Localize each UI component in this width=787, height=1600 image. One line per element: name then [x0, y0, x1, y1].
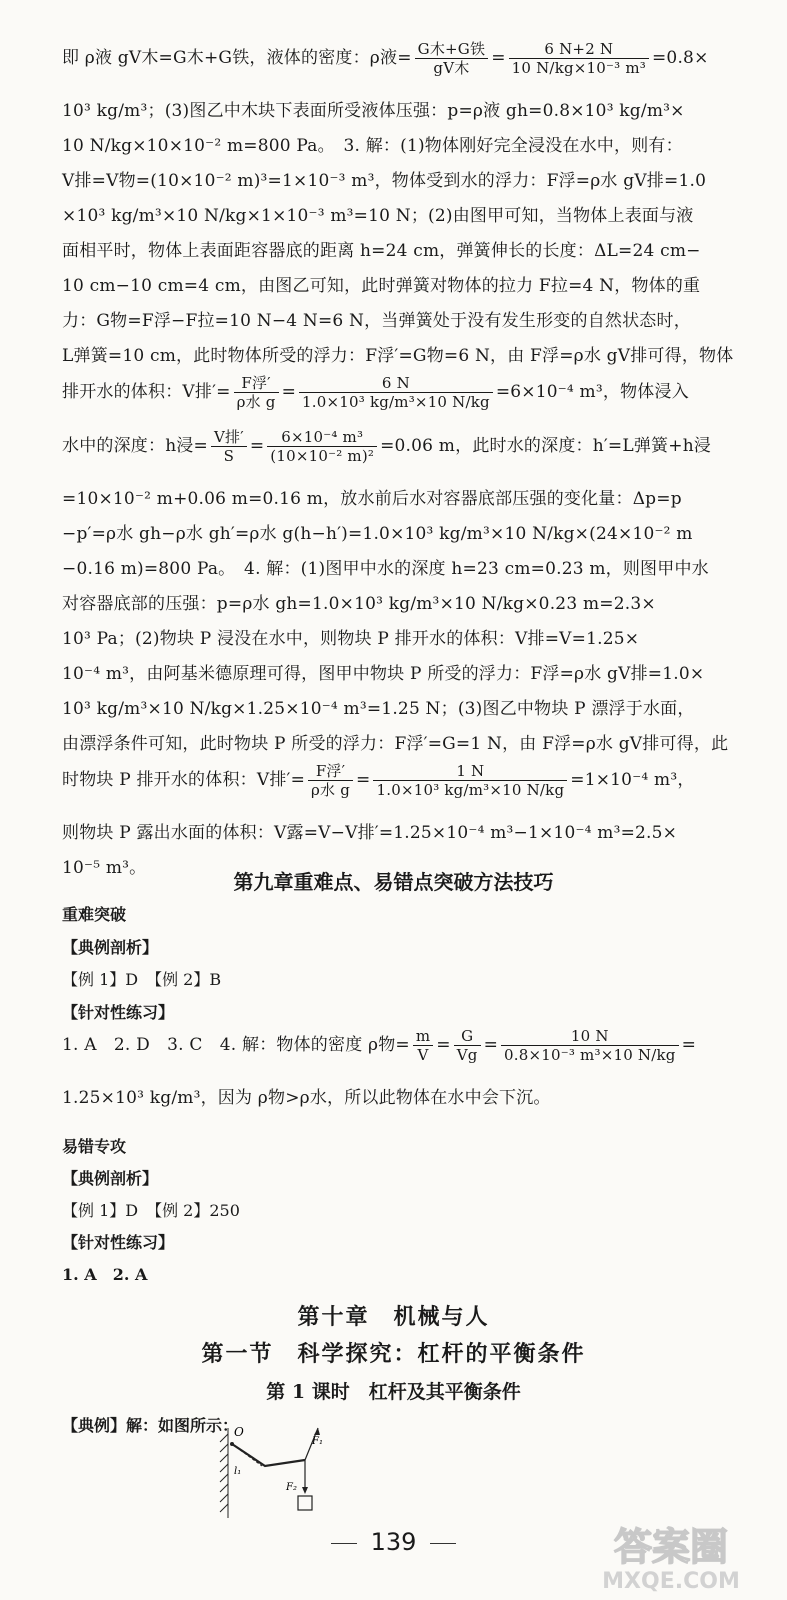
fraction-denominator: gV木 — [433, 59, 470, 77]
text-run: 即 ρ液 gV木=G木+G铁，液体的密度：ρ液= — [62, 48, 412, 68]
text-run: =6×10⁻⁴ m³，物体浸入 — [495, 382, 689, 402]
label-l1: l₁ — [234, 1466, 242, 1477]
wall-hatching — [220, 1428, 228, 1518]
text-run: = — [249, 436, 265, 456]
subsection-label: 【典例剖析】 — [62, 938, 159, 957]
fraction-numerator: V排′ — [211, 428, 247, 447]
fraction-denominator: Vg — [456, 1046, 478, 1064]
lever-figure — [210, 1422, 330, 1518]
fraction-numerator: F浮′ — [234, 374, 279, 393]
solution-line: −p′=ρ水 gh−ρ水 gh′=ρ水 g(h−h′)=1.0×10³ kg/m³×10 N/kg×(24×10⁻² m — [62, 524, 693, 544]
page-number-dash — [331, 1543, 357, 1544]
practice-line-1 — [62, 1027, 742, 1081]
fraction-numerator: 6×10⁻⁴ m³ — [267, 428, 377, 447]
section-label: 易错专攻 — [62, 1137, 127, 1156]
text-run: = — [681, 1035, 697, 1055]
fraction — [501, 1027, 679, 1064]
text-run: = — [491, 48, 506, 68]
fraction-denominator: V — [417, 1046, 429, 1064]
text-run: 时物块 P 排开水的体积：V排′= — [62, 770, 306, 790]
text-run: =1×10⁻⁴ m³， — [570, 770, 695, 790]
solution-line: L弹簧=10 cm，此时物体所受的浮力：F浮′=G物=6 N，由 F浮=ρ水 gV排可得，物体 — [62, 346, 734, 366]
fraction-numerator: G — [454, 1027, 481, 1046]
solution-line: −0.16 m)=800 Pa。 4. 解：(1)图甲中水的深度 h=23 cm=0.23 m，则图甲中水 — [62, 559, 709, 579]
fraction-numerator: 10 N — [501, 1027, 679, 1046]
fraction-numerator: G木+G铁 — [415, 40, 489, 59]
fraction-denominator: S — [223, 447, 235, 465]
section-label: 重难突破 — [62, 905, 127, 924]
fraction — [373, 762, 567, 799]
solution-line: 力：G物=F浮−F拉=10 N−4 N=6 N，当弹簧处于没有发生形变的自然状态时， — [62, 311, 691, 331]
text-run: = — [281, 382, 297, 402]
fraction-numerator: m — [413, 1027, 433, 1046]
fraction-numerator: F浮′ — [308, 762, 353, 781]
solution-line: 对容器底部的压强：p=ρ水 gh=1.0×10³ kg/m³×10 N/kg×0.23 m=2.3× — [62, 594, 656, 614]
solution-paragraph — [62, 40, 742, 886]
solution-line: 10⁻⁴ m³，由阿基米德原理可得，图甲中物块 P 所受的浮力：F浮=ρ水 gV排=1.0× — [62, 664, 705, 684]
page-number-text: 139 — [370, 1528, 417, 1556]
arrow-head-icon — [302, 1487, 308, 1494]
solution-line: 10³ Pa；(2)物块 P 浸没在水中，则物块 P 排开水的体积：V排=V=1.25× — [62, 629, 640, 649]
fraction-denominator: 10 N/kg×10⁻³ m³ — [511, 59, 646, 77]
fraction-denominator: ρ水 g — [236, 393, 276, 411]
fraction — [413, 1027, 433, 1064]
section-heading: 第一节 科学探究：杠杆的平衡条件 — [201, 1341, 586, 1367]
practice-line: 1.25×10³ kg/m³，因为 ρ物>ρ水，所以此物体在水中会下沉。 — [62, 1088, 551, 1108]
solution-line-20 — [62, 762, 742, 816]
watermark-text: 答案圈 — [613, 1525, 729, 1569]
fraction — [234, 374, 279, 411]
solution-line: 由漂浮条件可知，此时物块 P 所受的浮力：F浮′=G=1 N，由 F浮=ρ水 gV排可得，此 — [62, 734, 729, 754]
label-o: O — [234, 1425, 244, 1439]
solution-line: 10 N/kg×10×10⁻² m=800 Pa。 3. 解：(1)物体刚好完全浸没在水中，则有： — [62, 136, 683, 156]
practice-answers: 1. A 2. A — [62, 1265, 148, 1284]
solution-line-1 — [62, 40, 742, 94]
chapter-heading: 第十章 机械与人 — [297, 1304, 490, 1330]
fraction — [299, 374, 493, 411]
text-run: = — [436, 1035, 451, 1055]
solution-line: ×10³ kg/m³×10 N/kg×1×10⁻³ m³=10 N；(2)由图甲可知，当物体上表面与液 — [62, 206, 694, 226]
fraction — [509, 40, 649, 77]
fraction-numerator: 6 N — [299, 374, 493, 393]
text-run: 排开水的体积：V排′= — [62, 382, 231, 402]
text-run: 1. A 2. D 3. C 4. 解：物体的密度 ρ物= — [62, 1035, 410, 1055]
solution-line: 面相平时，物体上表面距容器底的距离 h=24 cm，弹簧伸长的长度：ΔL=24 cm− — [62, 241, 701, 261]
solution-line: V排=V物=(10×10⁻² m)³=1×10⁻³ m³，物体受到水的浮力：F浮=ρ水 gV排=1.0 — [62, 171, 707, 191]
example-answers: 【例 1】D 【例 2】250 — [62, 1201, 240, 1220]
fraction-denominator: 1.0×10³ kg/m³×10 N/kg — [302, 393, 490, 411]
weight-block — [298, 1496, 312, 1510]
fraction — [267, 428, 377, 465]
practice-paragraph — [62, 1027, 742, 1116]
example-answers: 【例 1】D 【例 2】B — [62, 970, 222, 989]
label-f1: F₁ — [312, 1436, 323, 1447]
text-run: = — [483, 1035, 499, 1055]
label-f2: F₂ — [286, 1482, 297, 1493]
text-run: = — [356, 770, 371, 790]
fraction-denominator: 1.0×10³ kg/m³×10 N/kg — [376, 781, 565, 799]
watermark-url: MXQE.COM — [602, 1569, 740, 1594]
text-run: 水中的深度：h浸= — [62, 436, 208, 456]
fraction-numerator: 1 N — [373, 762, 567, 781]
watermark-logo — [560, 1520, 782, 1594]
fraction — [415, 40, 489, 77]
solution-line-10 — [62, 374, 742, 428]
subsection-label: 【针对性练习】 — [62, 1233, 175, 1252]
fraction — [454, 1027, 481, 1064]
fraction-denominator: 0.8×10⁻³ m³×10 N/kg — [504, 1046, 676, 1064]
lever-arm — [232, 1444, 305, 1466]
solution-line: 10³ kg/m³；(3)图乙中木块下表面所受液体压强：p=ρ液 gh=0.8×10³ kg/m³× — [62, 101, 685, 121]
fraction-numerator: 6 N+2 N — [509, 40, 649, 59]
solution-line: 则物块 P 露出水面的体积：V露=V−V排′=1.25×10⁻⁴ m³−1×10⁻⁴ m³=2.5× — [62, 823, 678, 843]
lesson-heading: 第 1 课时 杠杆及其平衡条件 — [266, 1381, 521, 1403]
text-run: =0.06 m，此时水的深度：h′=L弹簧+h浸 — [380, 436, 712, 456]
subsection-label: 【典例剖析】 — [62, 1169, 159, 1188]
solution-line: 10⁻⁵ m³。 — [62, 858, 147, 878]
solution-line: =10×10⁻² m+0.06 m=0.16 m，放水前后水对容器底部压强的变化量：Δp=p — [62, 489, 682, 509]
fraction — [308, 762, 353, 799]
example-label: 【典例】解：如图所示： — [62, 1416, 239, 1435]
fraction-denominator: (10×10⁻² m)² — [270, 447, 375, 465]
fraction-denominator: ρ水 g — [311, 781, 351, 799]
text-run: =0.8× — [651, 48, 709, 68]
fraction — [211, 428, 247, 465]
chapter-heading: 第九章重难点、易错点突破方法技巧 — [233, 870, 554, 894]
subsection-label: 【针对性练习】 — [62, 1003, 175, 1022]
solution-line: 10³ kg/m³×10 N/kg×1.25×10⁻⁴ m³=1.25 N；(3)图乙中物块 P 漂浮于水面， — [62, 699, 695, 719]
solution-line: 10 cm−10 cm=4 cm，由图乙可知，此时弹簧对物体的拉力 F拉=4 N，物体的重 — [62, 276, 701, 296]
page-number-dash — [430, 1543, 456, 1544]
solution-line-11 — [62, 428, 742, 482]
